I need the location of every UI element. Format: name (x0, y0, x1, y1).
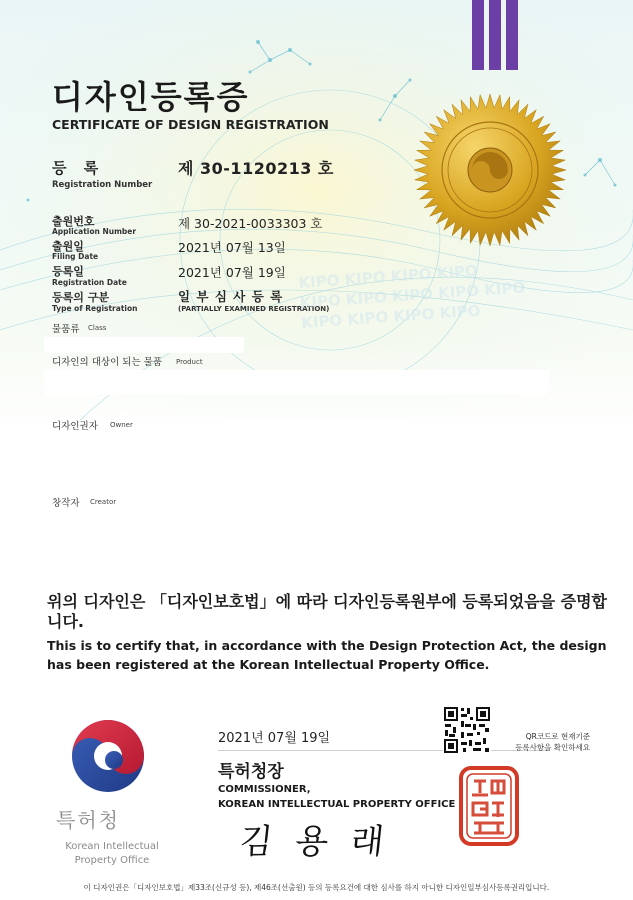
qr-note-line-1: QR코드로 현재기준 (525, 732, 590, 741)
ribbon-middle (489, 0, 501, 70)
certificate-title-english: CERTIFICATE OF DESIGN REGISTRATION (52, 117, 329, 132)
registration-date-label-korean: 등록일 (52, 265, 84, 278)
office-name-english-line-1: Korean Intellectual (65, 841, 159, 852)
ribbon-right (506, 0, 518, 70)
application-number-label-english: Application Number (52, 227, 137, 236)
commissioner-title-english-1: COMMISSIONER, (218, 784, 311, 795)
registration-label-korean: 등 록 (52, 159, 105, 177)
certification-statement-english: This is to certify that, in accordance with the Design Protection Act, the design has been registered at the Korean Intellectual Property Office. (47, 638, 607, 672)
ribbon-left (472, 0, 484, 70)
commissioner-title-english-2: KOREAN INTELLECTUAL PROPERTY OFFICE (218, 799, 456, 810)
commissioner-signature: 김 용 래 (237, 822, 392, 862)
registration-type-label-english: Type of Registration (52, 304, 138, 313)
registration-date-value: 2021년 07월 19일 (178, 265, 286, 280)
class-label-english: Class (88, 324, 107, 332)
footer-note: 이 디자인권은「디자인보호법」제33조(신규성 등), 제46조(선출원) 등의 등록요건에 대한 심사를 하지 아니한 디자인일부심사등록권리입니다. (83, 883, 550, 892)
filing-date-label-english: Filing Date (52, 252, 99, 261)
creator-label-korean: 창작자 (52, 498, 80, 509)
creator-value-box (44, 510, 549, 565)
registration-type-value: 일 부 심 사 등 록 (178, 289, 284, 304)
kipo-watermark: KIPO KIPO KIPO KIPO KIPO KIPO KIPO KIPO KIPO KIPO KIPO KIPO KIPO (297, 261, 526, 332)
qr-note-line-2: 등록사항을 확인하세요 (515, 743, 590, 752)
kipo-logo-icon (70, 718, 146, 794)
filing-date-value: 2021년 07월 13일 (178, 240, 286, 255)
registration-type-value-english: (PARTIALLY EXAMINED REGISTRATION) (178, 305, 330, 313)
creator-label-english: Creator (90, 498, 117, 506)
owner-label-english: Owner (110, 421, 133, 429)
issue-date: 2021년 07월 19일 (218, 731, 331, 746)
issue-date-divider (218, 750, 548, 751)
office-name-english-line-2: Property Office (74, 855, 150, 866)
owner-value-box (44, 433, 549, 481)
office-name-korean: 특허청 (56, 808, 120, 832)
office-name-english (52, 840, 172, 868)
product-value-box (44, 370, 549, 395)
application-number-value: 제 30-2021-0033303 호 (178, 216, 323, 231)
filing-date-label-korean: 출원일 (52, 240, 84, 253)
commissioner-title-korean: 특허청장 (218, 762, 284, 782)
gold-seal-icon (412, 92, 568, 248)
certification-statement-korean: 위의 디자인은 「디자인보호법」에 따라 디자인등록원부에 등록되었음을 증명합니다. (47, 592, 608, 631)
product-label-english: Product (176, 358, 203, 366)
official-stamp-icon (458, 765, 520, 847)
product-label-korean: 디자인의 대상이 되는 물품 (52, 357, 163, 368)
certificate-title-korean: 디자인등록증 (52, 78, 250, 116)
class-value-box (44, 337, 244, 353)
qr-note (500, 731, 590, 753)
owner-label-korean: 디자인권자 (52, 421, 98, 432)
application-number-label-korean: 출원번호 (52, 215, 95, 228)
registration-type-label-korean: 등록의 구분 (52, 291, 109, 304)
class-label-korean: 물품류 (52, 324, 80, 335)
registration-label-english: Registration Number (52, 180, 153, 190)
registration-number: 제 30-1120213 호 (178, 159, 334, 178)
registration-date-label-english: Registration Date (52, 278, 127, 287)
qr-code-icon[interactable] (443, 706, 491, 754)
